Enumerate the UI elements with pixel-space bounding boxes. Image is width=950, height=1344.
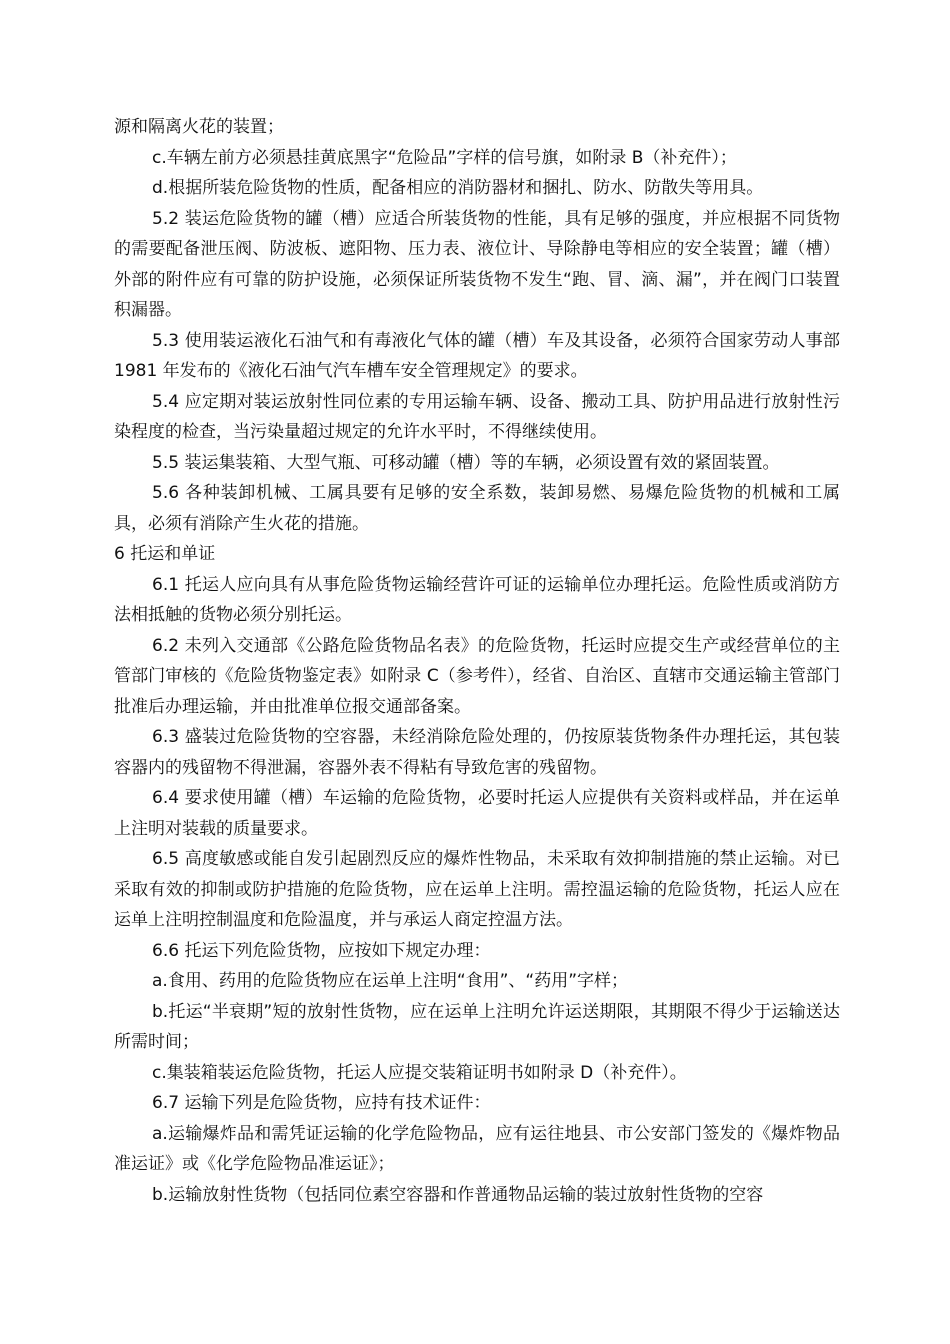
clause-6-5: 6.5 高度敏感或能自发引起剧烈反应的爆炸性物品，未采取有效抑制措施的禁止运输。对已采取有效的抑制或防护措施的危险货物，应在运单上注明。需控温运输的危险货物，托运人应在运单上注明控制温度和危险温度，并与承运人商定控温方法。 — [114, 849, 840, 930]
list-item-a-food-medicine: a.食用、药用的危险货物应在运单上注明“食用”、“药用”字样； — [152, 971, 629, 991]
list-item-a-explosives-permit: a.运输爆炸品和需凭证运输的化学危险物品，应有运往地县、市公安部门签发的《爆炸物品准运证》或《化学危险物品准运证》； — [114, 1123, 840, 1174]
section-heading-6: 6 托运和单证 — [114, 544, 216, 564]
clause-6-4: 6.4 要求使用罐（槽）车运输的危险货物，必要时托运人应提供有关资料或样品，并在运单上注明对装载的质量要求。 — [114, 788, 840, 839]
list-item-b-half-life: b.托运“半衰期”短的放射性货物，应在运单上注明允许运送期限，其期限不得少于运输送达所需时间； — [114, 1001, 840, 1052]
list-item-c-signal-flag: c.车辆左前方必须悬挂黄底黑字“危险品”字样的信号旗，如附录 B（补充件）； — [152, 147, 737, 168]
clause-5-5: 5.5 装运集装箱、大型气瓶、可移动罐（槽）等的车辆，必须设置有效的紧固装置。 — [152, 452, 780, 473]
clause-6-2: 6.2 未列入交通部《公路危险货物品名表》的危险货物，托运时应提交生产或经营单位的主管部门审核的《危险货物鉴定表》如附录 C（参考件），经省、自治区、直辖市交通运输主管部门批准后办理运输，并由批准单位报交通部备案。 — [114, 635, 840, 717]
list-item-d-fire-equipment: d.根据所装危险货物的性质，配备相应的消防器材和捆扎、防水、防散失等用具。 — [152, 178, 764, 198]
document-body — [114, 112, 840, 1210]
clause-5-6: 5.6 各种装卸机械、工属具要有足够的安全系数，装卸易燃、易爆危险货物的机械和工属具，必须有消除产生火花的措施。 — [114, 483, 840, 534]
clause-5-3: 5.3 使用装运液化石油气和有毒液化气体的罐（槽）车及其设备，必须符合国家劳动人事部 1981 年发布的《液化石油气汽车槽车安全管理规定》的要求。 — [114, 330, 840, 381]
clause-6-7: 6.7 运输下列是危险货物，应持有技术证件： — [152, 1093, 491, 1113]
list-item-c-container: c.集装箱装运危险货物，托运人应提交装箱证明书如附录 D（补充件）。 — [152, 1062, 687, 1083]
clause-5-4: 5.4 应定期对装运放射性同位素的专用运输车辆、设备、搬动工具、防护用品进行放射性污染程度的检查，当污染量超过规定的允许水平时，不得继续使用。 — [114, 391, 840, 442]
list-item-b-radioactive: b.运输放射性货物（包括同位素空容器和作普通物品运输的装过放射性货物的空容 — [152, 1184, 764, 1205]
paragraph-continuation: 源和隔离火花的装置； — [114, 117, 284, 137]
clause-5-2: 5.2 装运危险货物的罐（槽）应适合所装货物的性能，具有足够的强度，并应根据不同货物的需要配备泄压阀、防波板、遮阳物、压力表、液位计、导除静电等相应的安全装置；罐（槽）外部的附件应有可靠的防护设施，必须保证所装货物不发生“跑、冒、滴、漏”，并在阀门口装置积漏器。 — [114, 208, 840, 320]
clause-6-6: 6.6 托运下列危险货物，应按如下规定办理： — [152, 940, 491, 961]
clause-6-1: 6.1 托运人应向具有从事危险货物运输经营许可证的运输单位办理托运。危险性质或消防方法相抵触的货物必须分别托运。 — [114, 574, 840, 625]
clause-6-3: 6.3 盛装过危险货物的空容器，未经消除危险处理的，仍按原装货物条件办理托运，其包装容器内的残留物不得泄漏，容器外表不得粘有导致危害的残留物。 — [114, 727, 840, 778]
